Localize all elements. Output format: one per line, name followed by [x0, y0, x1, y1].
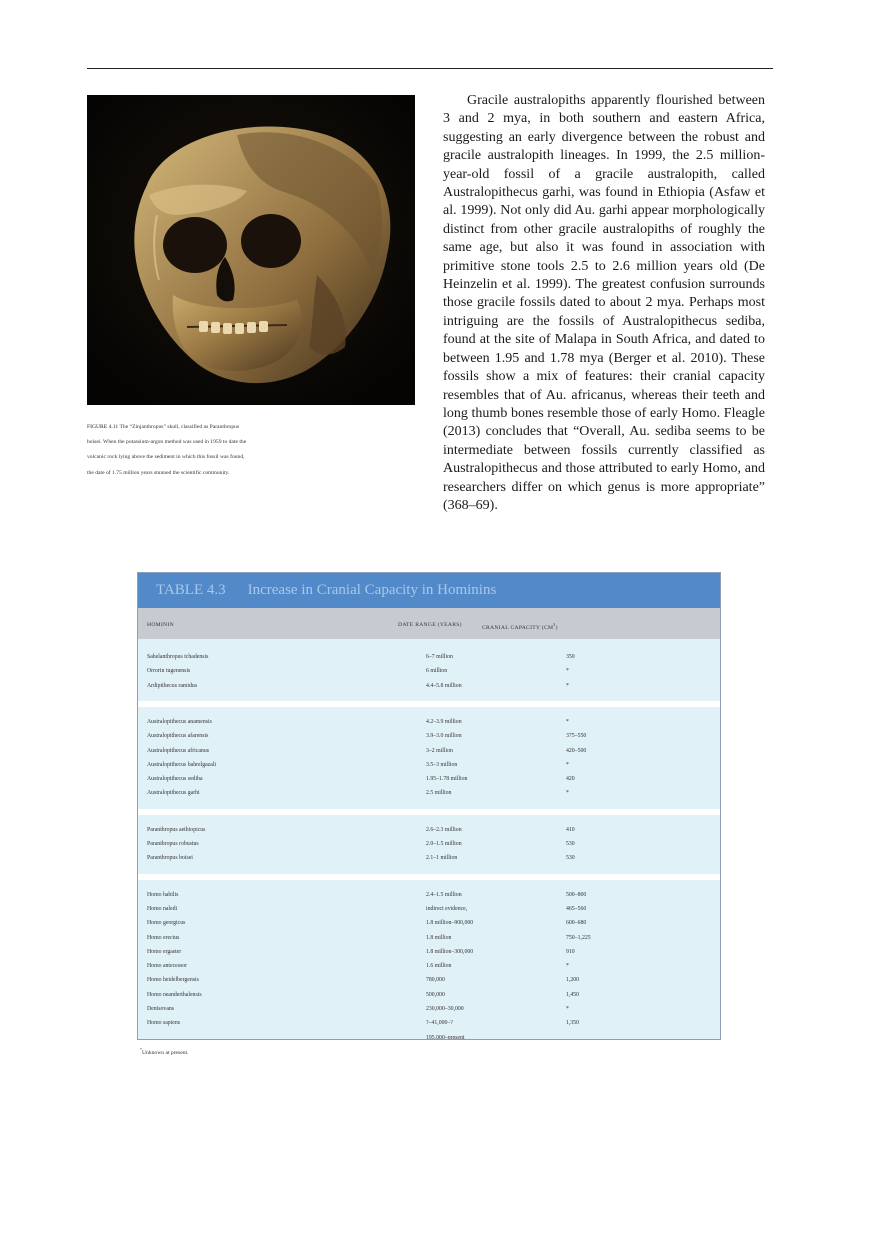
date-range-cell: 2.0–1.5 million: [426, 841, 462, 847]
footnote-text: Unknown at present.: [142, 1049, 189, 1056]
hominin-cell: Paranthropus boisei: [147, 855, 193, 862]
table-row: [138, 1035, 720, 1040]
cranial-capacity-cell: 530: [566, 841, 575, 847]
table-row: [138, 841, 720, 851]
cranial-capacity-table: [137, 572, 721, 1040]
table-row: [138, 733, 720, 743]
hominin-cell: Homo heidelbergensis: [147, 977, 199, 984]
column-header-cranial-capacity: [482, 622, 558, 631]
hominin-cell: Australopithecus africanus: [147, 747, 209, 754]
table-row: [138, 855, 720, 865]
cranial-capacity-cell: 420: [566, 776, 575, 783]
table-title: Increase in Cranial Capacity in Hominins: [247, 582, 497, 598]
table-row: [138, 892, 720, 902]
hominin-cell: Australopithecus sediba: [147, 776, 203, 783]
cranial-capacity-cell: *: [566, 790, 569, 797]
hominin-cell: Homo ergaster: [147, 948, 182, 955]
date-range-cell: 1.95–1.78 million: [426, 776, 468, 783]
date-range-cell: 500,000: [426, 991, 445, 998]
table-row: [138, 719, 720, 729]
hominin-cell: Homo antecessor: [147, 963, 188, 970]
hominin-cell: Homo erectus: [147, 934, 180, 941]
date-range-cell: ?–41,000–?: [426, 1020, 453, 1027]
table-row: [138, 776, 720, 786]
cranial-capacity-cell: 410: [566, 826, 575, 833]
table-row: [138, 790, 720, 800]
date-range-cell: 6 million: [426, 668, 448, 675]
cranial-capacity-cell: *: [566, 682, 569, 689]
hominin-cell: Paranthropus aethiopicus: [147, 826, 206, 833]
cranial-capacity-cell: 465–560: [566, 905, 587, 912]
date-range-cell: 2.5 million: [426, 790, 452, 797]
date-range-cell: 195,000–present: [426, 1034, 465, 1040]
header-rule: [87, 68, 773, 69]
date-range-cell: 1.6 million: [426, 963, 452, 970]
cranial-capacity-cell: *: [566, 963, 569, 970]
date-range-cell: 2.1–1 million: [426, 855, 458, 862]
figure-caption: [87, 420, 247, 481]
date-range-cell: 3.5–3 million: [426, 761, 458, 768]
table-row: [138, 935, 720, 945]
date-range-cell: 780,000: [426, 977, 445, 984]
figure-caption-text: The “Zinjanthropus” skull, classified as Paranthropus boisei. When the potassium-argon method was used in 1959 to date the volcanic rock lying above the sediment in which this fossil was found, the date of 1.75 million years stunned the scientific community.: [87, 424, 247, 476]
hominin-cell: Homo sapiens: [147, 1020, 181, 1027]
table-row: [138, 1006, 720, 1016]
cranial-header-prefix: CRANIAL CAPACITY (CM: [482, 624, 554, 631]
hominin-cell: Ardipithecus ramidus: [147, 682, 198, 689]
hominin-cell: Orrorin tugenensis: [147, 668, 191, 675]
cranial-capacity-cell: 750–1,225: [566, 934, 591, 941]
table-row: [138, 977, 720, 987]
hominin-cell: Homo georgicus: [147, 920, 186, 927]
table-row: [138, 683, 720, 693]
cranial-capacity-cell: *: [566, 1006, 569, 1012]
table-row: [138, 748, 720, 758]
cranial-capacity-cell: 350: [566, 654, 575, 660]
date-range-cell: 4.4–5.8 million: [426, 682, 462, 689]
table-title-bar: [138, 573, 720, 608]
hominin-cell: Homo naledi: [147, 905, 178, 912]
table-group-separator: [138, 874, 720, 880]
hominin-cell: Australopithecus garhi: [147, 790, 200, 797]
table-header-row: [138, 608, 720, 639]
date-range-cell: indirect evidence,: [426, 905, 468, 912]
table-group-separator: [138, 701, 720, 707]
date-range-cell: 1.8 million–300,000: [426, 948, 474, 955]
hominin-cell: Sahelanthropus tchadensis: [147, 654, 209, 660]
zinjanthropus-skull-image: [87, 95, 415, 405]
date-range-cell: 3.9–3.0 million: [426, 733, 462, 740]
table-number: TABLE 4.3: [156, 582, 226, 598]
date-range-cell: 1.8 million–900,000: [426, 920, 474, 927]
hominin-cell: Australopithecus afarensis: [147, 733, 209, 740]
date-range-cell: 3–2 million: [426, 747, 453, 754]
cranial-header-suffix: ): [555, 624, 558, 631]
cranial-header-sup: 3: [553, 622, 556, 627]
cranial-capacity-cell: 420–500: [566, 747, 587, 754]
hominin-cell: Paranthropus robustus: [147, 841, 199, 847]
table-row: [138, 762, 720, 772]
hominin-cell: Homo neanderthalensis: [147, 991, 202, 998]
table-row: [138, 949, 720, 959]
cranial-capacity-cell: 600–680: [566, 920, 587, 927]
cranial-capacity-cell: *: [566, 761, 569, 768]
table-row: [138, 668, 720, 678]
table-row: [138, 992, 720, 1002]
cranial-capacity-cell: 500–800: [566, 891, 587, 898]
cranial-capacity-cell: 375–550: [566, 733, 587, 740]
table-row: [138, 1020, 720, 1030]
hominin-cell: Australopithecus bahrelgazali: [147, 761, 217, 768]
cranial-capacity-cell: 530: [566, 855, 575, 862]
table-footnote: [140, 1047, 188, 1056]
cranial-capacity-cell: 1,450: [566, 991, 580, 998]
table-group-separator: [138, 809, 720, 815]
hominin-cell: Denisovans: [147, 1006, 175, 1012]
table-row: [138, 963, 720, 973]
cranial-capacity-cell: *: [566, 718, 569, 725]
date-range-cell: 230,000–30,000: [426, 1006, 464, 1012]
date-range-cell: 4.2–3.9 million: [426, 718, 462, 725]
hominin-cell: Australopithecus anamensis: [147, 718, 212, 725]
date-range-cell: 6–7 million: [426, 654, 453, 660]
column-header-hominin: HOMININ: [147, 622, 174, 628]
cranial-capacity-cell: *: [566, 668, 569, 675]
cranial-capacity-cell: 1,200: [566, 977, 580, 984]
hominin-cell: Homo habilis: [147, 891, 179, 898]
column-header-date-range: DATE RANGE (YEARS): [398, 622, 462, 628]
date-range-cell: 2.4–1.5 million: [426, 891, 462, 898]
date-range-cell: 1.8 million: [426, 934, 452, 941]
cranial-capacity-cell: 910: [566, 948, 575, 955]
figure-label: FIGURE 4.11: [87, 424, 119, 430]
table-row: [138, 827, 720, 837]
footnote-mark: *: [140, 1047, 142, 1052]
table-body: [138, 639, 720, 1038]
table-row: [138, 906, 720, 916]
body-paragraph: Gracile australopiths apparently flourished between 3 and 2 mya, in both southern and eastern Africa, suggesting an early divergence between the robust and gracile australopith lineages. In 1999, the 2.5 million-year-old fossil of a gracile australopith, called Australopithecus garhi, was found in Ethiopia (Asfaw et al. 1999). Not only did Au. garhi appear morphologically distinct from other gracile australopiths of roughly the same age, but also it was found in association with primitive stone tools 2.5 to 2.6 million years old (De Heinzelin et al. 1999). The greatest confusion surrounds those gracile fossils dated to about 2 mya. Perhaps most intriguing are the fossils of Australopithecus sediba, found at the site of Malapa in South Africa, and dated to between 1.95 and 1.78 mya (Berger et al. 2010). These fossils show a mix of features: their cranial capacity resembles that of Au. africanus, whereas their teeth and long thumb bones resemble those of early Homo. Fleagle (2013) concludes that “Overall, Au. sediba seems to be intermediate between fossils currently classified as Australopithecus and those attributed to early Homo, and researchers differ on which genus is more appropriate” (368–69).: [443, 93, 765, 513]
table-row: [138, 654, 720, 664]
skull-illustration: [87, 95, 415, 405]
date-range-cell: 2.6–2.3 million: [426, 826, 462, 833]
cranial-capacity-cell: 1,350: [566, 1020, 580, 1027]
table-row: [138, 920, 720, 930]
